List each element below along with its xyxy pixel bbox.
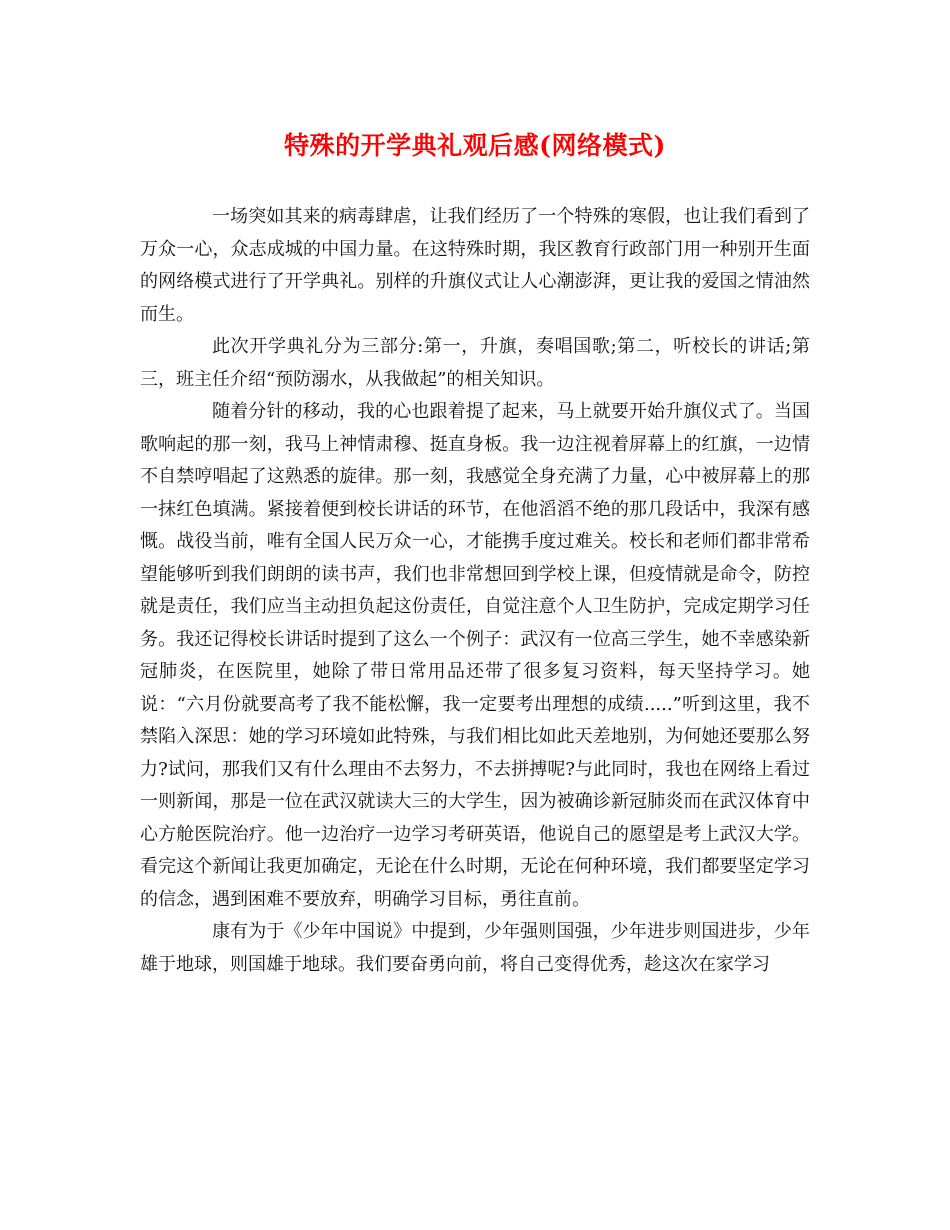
paragraph-2: 此次开学典礼分为三部分:第一，升旗，奏唱国歌;第二，听校长的讲话;第三，班主任介绍“预防溺水，从我做起”的相关知识。 (140, 336, 810, 390)
document-body (140, 201, 810, 981)
paragraph-4: 康有为于《少年中国说》中提到，少年强则国强，少年进步则国进步，少年雄于地球，则国雄于地球。我们要奋勇向前，将自己变得优秀，趁这次在家学习 (140, 921, 810, 975)
paragraph-3: 随着分针的移动，我的心也跟着提了起来，马上就要开始升旗仪式了。当国歌响起的那一刻，我马上神情肃穆、挺直身板。我一边注视着屏幕上的红旗，一边情不自禁哼唱起了这熟悉的旋律。那一刻，我感觉全身充满了力量，心中被屏幕上的那一抹红色填满。紧接着便到校长讲话的环节，在他滔滔不绝的那几段话中，我深有感慨。战役当前，唯有全国人民万众一心，才能携手度过难关。校长和老师们都非常希望能够听到我们朗朗的读书声，我们也非常想回到学校上课，但疫情就是命令，防控就是责任，我们应当主动担负起这份责任，自觉注意个人卫生防护，完成定期学习任务。我还记得校长讲话时提到了这么一个例子：武汉有一位高三学生，她不幸感染新冠肺炎，在医院里，她除了带日常用品还带了很多复习资料，每天坚持学习。她说：“六月份就要高考了我不能松懈，我一定要考出理想的成绩.....”听到这里，我不禁陷入深思：她的学习环境如此特殊，与我们相比如此天差地别，为何她还要那么努力?试问，那我们又有什么理由不去努力，不去拼搏呢?与此同时，我也在网络上看过一则新闻，那是一位在武汉就读大三的大学生，因为被确诊新冠肺炎而在武汉体育中心方舱医院治疗。他一边治疗一边学习考研英语，他说自己的愿望是考上武汉大学。看完这个新闻让我更加确定，无论在什么时期，无论在何种环境，我们都要坚定学习的信念，遇到困难不要放弃，明确学习目标，勇往直前。 (140, 401, 810, 910)
paragraph-1: 一场突如其来的病毒肆虐，让我们经历了一个特殊的寒假，也让我们看到了万众一心，众志成城的中国力量。在这特殊时期，我区教育行政部门用一种别开生面的网络模式进行了开学典礼。别样的升旗仪式让人心潮澎湃，更让我的爱国之情油然而生。 (140, 206, 810, 325)
document-title: 特殊的开学典礼观后感(网络模式) (284, 131, 666, 160)
